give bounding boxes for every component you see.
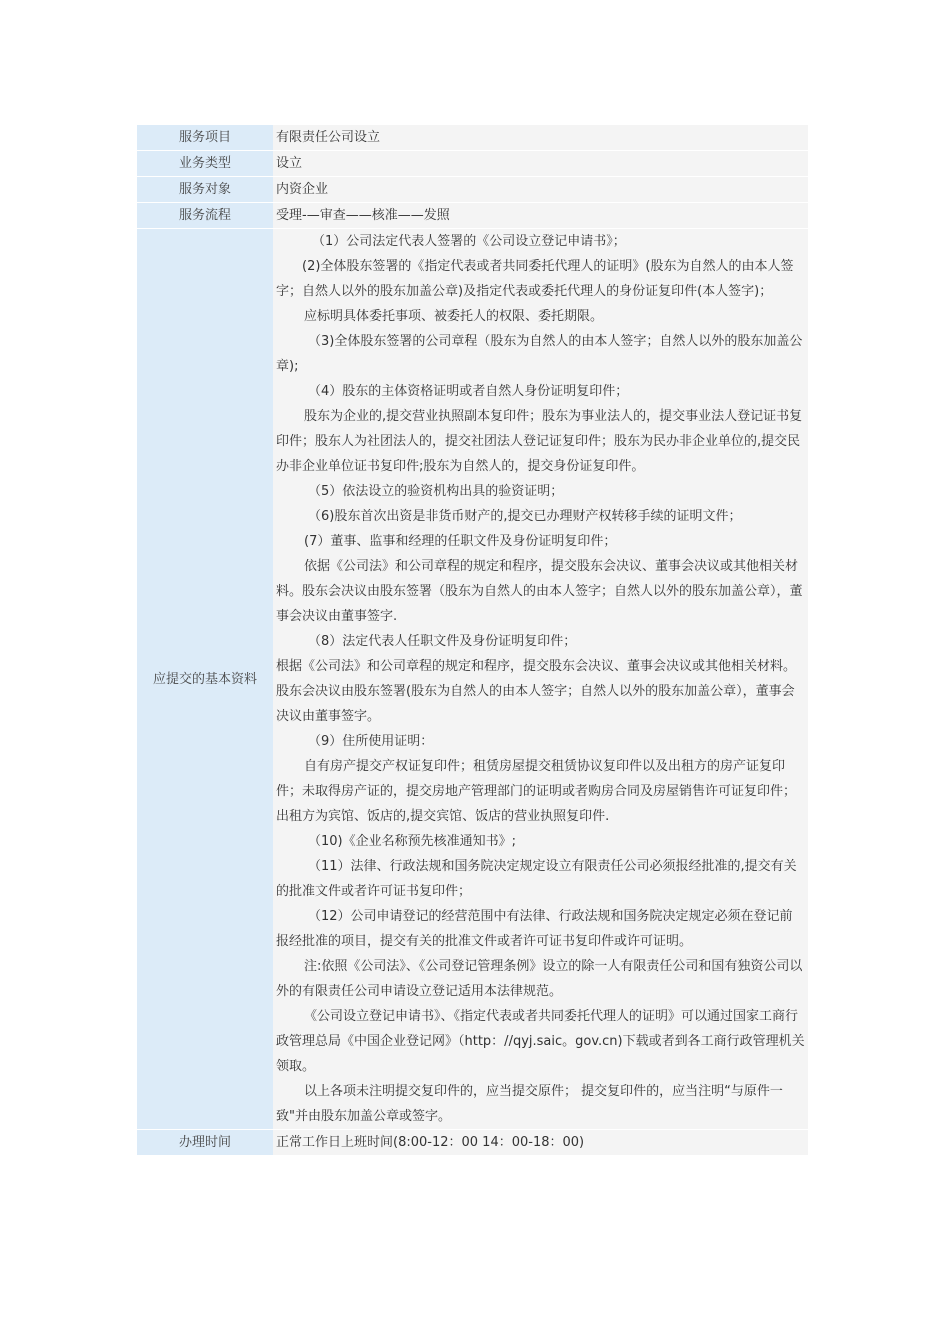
material-note: 自有房产提交产权证复印件；租赁房屋提交租赁协议复印件以及出租方的房产证复印件；未取得房产证的，提交房地产管理部门的证明或者购房合同及房屋销售许可证复印件；出租方为宾馆、饭店的,提交宾馆、饭店的营业执照复印件. <box>276 759 797 824</box>
material-item: (2)全体股东签署的《指定代表或者共同委托代理人的证明》(股东为自然人的由本人签字；自然人以外的股东加盖公章)及指定代表或委托代理人的身份证复印件(本人签字)； <box>276 259 794 299</box>
row-service-process <box>137 203 808 228</box>
material-item: （3)全体股东签署的公司章程（股东为自然人的由本人签字；自然人以外的股东加盖公章); <box>276 334 803 374</box>
row-business-type <box>137 151 808 176</box>
service-item-value: 有限责任公司设立 <box>273 125 808 150</box>
material-item: （4）股东的主体资格证明或者自然人身份证明复印件； <box>308 384 629 399</box>
material-item: （1）公司法定代表人签署的《公司设立登记申请书》； <box>312 234 626 249</box>
service-guide-sheet <box>137 124 808 1156</box>
row-service-target <box>137 177 808 202</box>
row-office-hours <box>137 1130 808 1155</box>
material-item: （6)股东首次出资是非货币财产的,提交已办理财产权转移手续的证明文件； <box>308 509 742 524</box>
material-item: （8）法定代表人任职文件及身份证明复印件； <box>308 634 577 649</box>
business-type-value: 设立 <box>273 151 808 176</box>
service-target-value: 内资企业 <box>273 177 808 202</box>
material-note: 注:依照《公司法》、《公司登记管理条例》设立的除一人有限责任公司和国有独资公司以外的有限责任公司申请设立登记适用本法律规范。 <box>276 959 803 999</box>
material-item: （9）住所使用证明： <box>308 734 434 749</box>
service-process-value: 受理-—审查——核准——发照 <box>273 203 808 228</box>
row-materials <box>137 229 808 1129</box>
material-note: 应标明具体委托事项、被委托人的权限、委托期限。 <box>304 309 604 324</box>
office-hours-value: 正常工作日上班时间(8:00-12：00 14：00-18：00) <box>273 1130 808 1155</box>
service-info-table <box>137 124 808 1156</box>
service-process-label: 服务流程 <box>137 203 273 228</box>
row-service-item <box>137 125 808 150</box>
material-item: （5）依法设立的验资机构出具的验资证明； <box>308 484 564 499</box>
office-hours-label: 办理时间 <box>137 1130 273 1155</box>
material-item: (7）董事、监事和经理的任职文件及身份证明复印件； <box>304 534 617 549</box>
material-note: 以上各项未注明提交复印件的，应当提交原件； 提交复印件的，应当注明“与原件一致"并由股东加盖公章或签字。 <box>276 1084 783 1124</box>
material-note: 股东为企业的,提交营业执照副本复印件；股东为事业法人的，提交事业法人登记证书复印件；股东人为社团法人的，提交社团法人登记证复印件；股东为民办非企业单位的,提交民办非企业单位证书复印件;股东为自然人的，提交身份证复印件。 <box>276 409 803 474</box>
material-note: 《公司设立登记申请书》、《指定代表或者共同委托代理人的证明》可以通过国家工商行政管理总局《中国企业登记网》（http：//qyj.saic。gov.cn)下载或者到各工商行政管理机关领取。 <box>276 1009 805 1074</box>
material-item: （10)《企业名称预先核准通知书》; <box>308 834 516 849</box>
material-note: 根据《公司法》和公司章程的规定和程序，提交股东会决议、董事会决议或其他相关材料。股东会决议由股东签署(股东为自然人的由本人签字；自然人以外的股东加盖公章），董事会决议由董事签字。 <box>276 659 797 724</box>
materials-label: 应提交的基本资料 <box>137 229 273 1129</box>
material-item: （11）法律、行政法规和国务院决定规定设立有限责任公司必须报经批准的,提交有关的批准文件或者许可证书复印件； <box>276 859 797 899</box>
service-target-label: 服务对象 <box>137 177 273 202</box>
material-item: （12）公司申请登记的经营范围中有法律、行政法规和国务院决定规定必须在登记前报经批准的项目，提交有关的批准文件或者许可证书复印件或许可证明。 <box>276 909 793 949</box>
service-item-label: 服务项目 <box>137 125 273 150</box>
materials-list <box>273 229 808 1129</box>
material-note: 依据《公司法》和公司章程的规定和程序，提交股东会决议、董事会决议或其他相关材料。股东会决议由股东签署（股东为自然人的由本人签字；自然人以外的股东加盖公章），董事会决议由董事签字. <box>276 559 803 624</box>
business-type-label: 业务类型 <box>137 151 273 176</box>
